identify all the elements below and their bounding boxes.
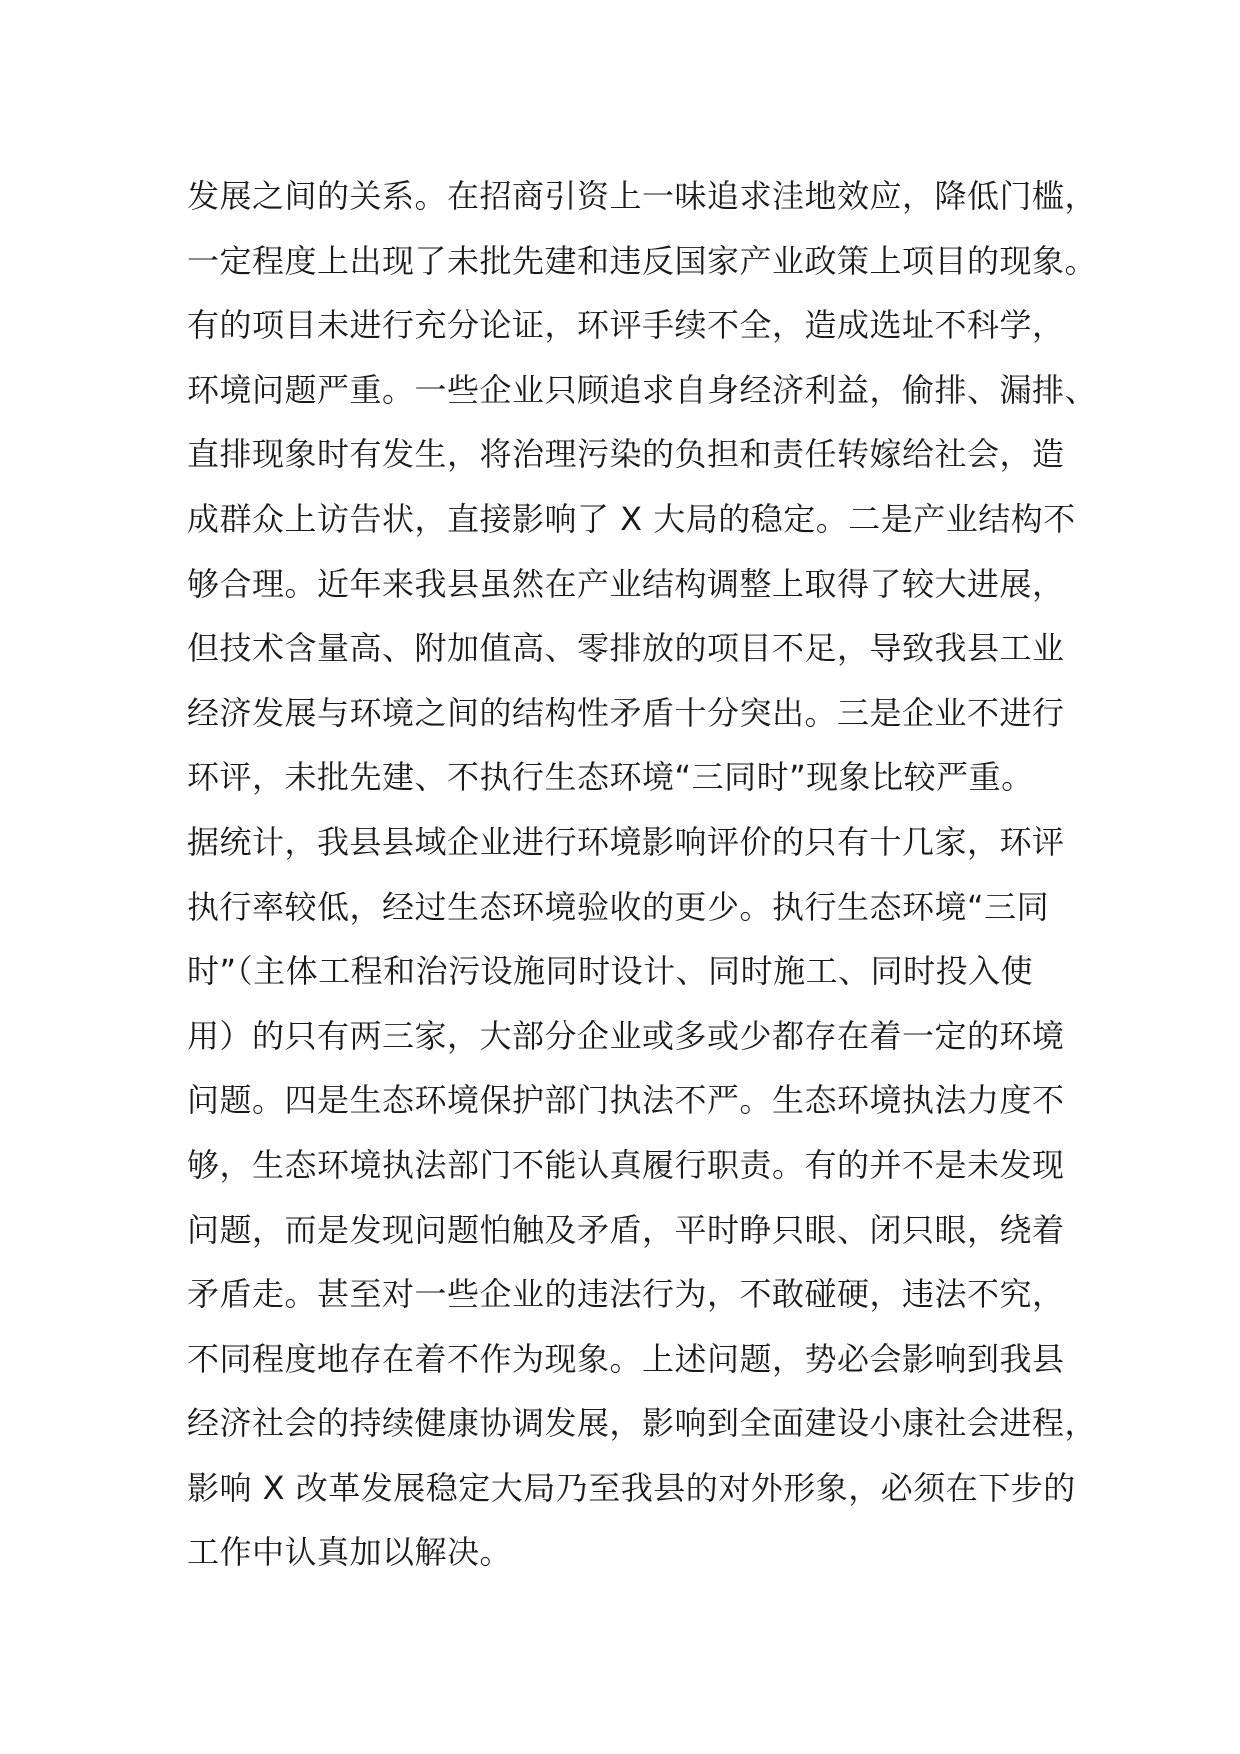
text-line: 问题，而是发现问题怕触及矛盾，平时睁只眼、闭只眼，绕着 bbox=[187, 1210, 1065, 1249]
text-line: 一定程度上出现了未批先建和违反国家产业政策上项目的现象。 bbox=[187, 241, 1098, 280]
text-line: 据统计，我县县域企业进行环境影响评价的只有十几家，环评 bbox=[187, 822, 1065, 861]
text-line: 直排现象时有发生，将治理污染的负担和责任转嫁给社会，造 bbox=[187, 435, 1065, 474]
text-line: 用）的只有两三家，大部分企业或多或少都存在着一定的环境 bbox=[187, 1016, 1065, 1055]
text-line: 矛盾走。甚至对一些企业的违法行为，不敢碰硬，违法不究， bbox=[187, 1275, 1065, 1314]
text-line: 经济发展与环境之间的结构性矛盾十分突出。三是企业不进行 bbox=[187, 693, 1065, 732]
text-line: 环评，未批先建、不执行生态环境“三同时”现象比较严重。 bbox=[187, 758, 1034, 797]
text-line: 工作中认真加以解决。 bbox=[187, 1533, 513, 1572]
text-line: 但技术含量高、附加值高、零排放的项目不足，导致我县工业 bbox=[187, 629, 1065, 668]
text-line: 不同程度地存在着不作为现象。上述问题，势必会影响到我县 bbox=[187, 1339, 1065, 1378]
text-line: 经济社会的持续健康协调发展，影响到全面建设小康社会进程， bbox=[187, 1404, 1098, 1443]
text-line: 执行率较低，经过生态环境验收的更少。执行生态环境“三同 bbox=[187, 887, 1050, 926]
text-line: 影响 X 改革发展稳定大局乃至我县的对外形象，必须在下步的 bbox=[187, 1468, 1076, 1507]
body-text bbox=[187, 164, 1098, 1585]
text-line: 有的项目未进行充分论证，环评手续不全，造成选址不科学， bbox=[187, 306, 1065, 345]
text-line: 问题。四是生态环境保护部门执法不严。生态环境执法力度不 bbox=[187, 1081, 1065, 1120]
text-line: 时”（主体工程和治污设施同时设计、同时施工、同时投入使 bbox=[187, 952, 1034, 991]
text-line: 环境问题严重。一些企业只顾追求自身经济利益，偷排、漏排、 bbox=[187, 370, 1098, 409]
text-line: 够合理。近年来我县虽然在产业结构调整上取得了较大进展， bbox=[187, 564, 1065, 603]
text-line: 发展之间的关系。在招商引资上一味追求洼地效应，降低门槛， bbox=[187, 177, 1098, 215]
text-line: 成群众上访告状，直接影响了 X 大局的稳定。二是产业结构不 bbox=[187, 499, 1076, 538]
text-line: 够，生态环境执法部门不能认真履行职责。有的并不是未发现 bbox=[187, 1145, 1065, 1184]
